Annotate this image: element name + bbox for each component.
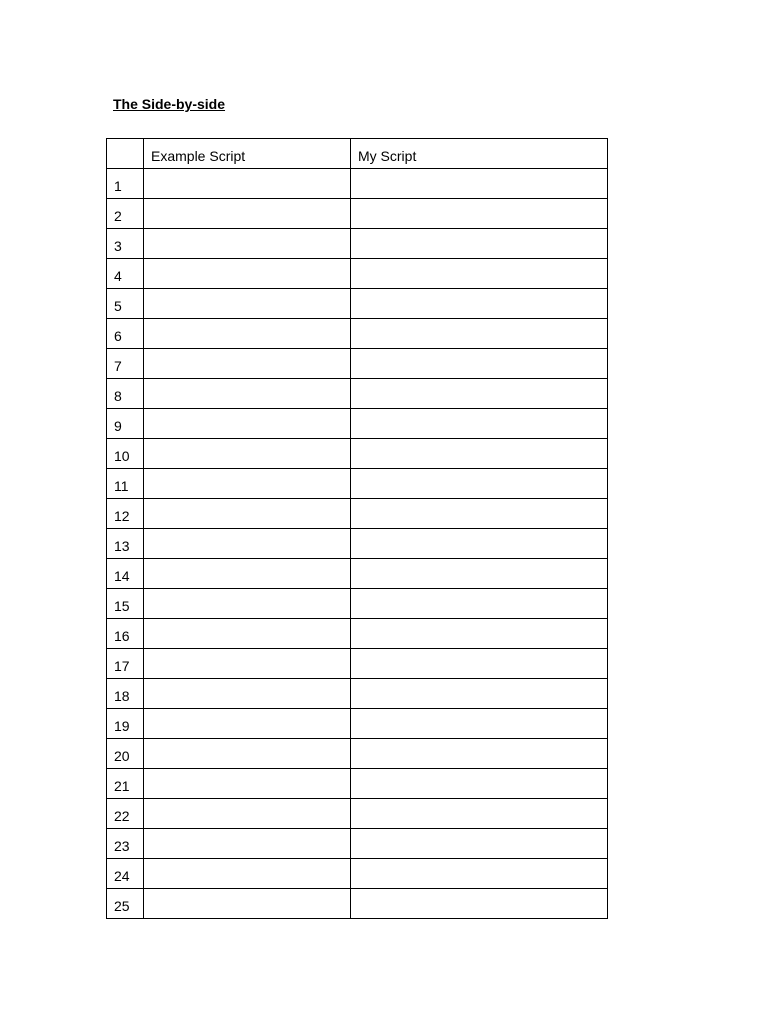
- row-number-cell: 7: [107, 349, 144, 379]
- row-number-cell: 12: [107, 499, 144, 529]
- row-number-cell: 20: [107, 739, 144, 769]
- my-script-cell[interactable]: [351, 889, 608, 919]
- example-script-cell[interactable]: [144, 319, 351, 349]
- table-row: [107, 319, 608, 349]
- table-row: [107, 739, 608, 769]
- example-script-cell[interactable]: [144, 379, 351, 409]
- table-row: [107, 289, 608, 319]
- table-row: [107, 589, 608, 619]
- example-script-cell[interactable]: [144, 529, 351, 559]
- example-script-cell[interactable]: [144, 169, 351, 199]
- header-cell-example-script: Example Script: [144, 139, 351, 169]
- my-script-cell[interactable]: [351, 439, 608, 469]
- example-script-cell[interactable]: [144, 679, 351, 709]
- table-row: [107, 199, 608, 229]
- example-script-cell[interactable]: [144, 349, 351, 379]
- my-script-cell[interactable]: [351, 529, 608, 559]
- example-script-cell[interactable]: [144, 499, 351, 529]
- my-script-cell[interactable]: [351, 589, 608, 619]
- table-row: [107, 679, 608, 709]
- table-row: [107, 799, 608, 829]
- table-row: [107, 769, 608, 799]
- table-row: [107, 439, 608, 469]
- table-row: [107, 529, 608, 559]
- my-script-cell[interactable]: [351, 469, 608, 499]
- example-script-cell[interactable]: [144, 469, 351, 499]
- table-row: [107, 379, 608, 409]
- row-number-cell: 22: [107, 799, 144, 829]
- table-row: [107, 709, 608, 739]
- row-number-cell: 6: [107, 319, 144, 349]
- row-number-cell: 25: [107, 889, 144, 919]
- row-number-cell: 10: [107, 439, 144, 469]
- document-title: The Side-by-side: [113, 96, 226, 112]
- my-script-cell[interactable]: [351, 229, 608, 259]
- my-script-cell[interactable]: [351, 649, 608, 679]
- example-script-cell[interactable]: [144, 829, 351, 859]
- row-number-cell: 17: [107, 649, 144, 679]
- table-header-row: [107, 139, 608, 169]
- my-script-cell[interactable]: [351, 199, 608, 229]
- table-row: [107, 649, 608, 679]
- example-script-cell[interactable]: [144, 289, 351, 319]
- table-row: [107, 829, 608, 859]
- my-script-cell[interactable]: [351, 799, 608, 829]
- my-script-cell[interactable]: [351, 709, 608, 739]
- row-number-cell: 19: [107, 709, 144, 739]
- row-number-cell: 2: [107, 199, 144, 229]
- my-script-cell[interactable]: [351, 409, 608, 439]
- row-number-cell: 4: [107, 259, 144, 289]
- my-script-cell[interactable]: [351, 679, 608, 709]
- my-script-cell[interactable]: [351, 289, 608, 319]
- example-script-cell[interactable]: [144, 739, 351, 769]
- table-row: [107, 169, 608, 199]
- my-script-cell[interactable]: [351, 169, 608, 199]
- my-script-cell[interactable]: [351, 379, 608, 409]
- my-script-cell[interactable]: [351, 739, 608, 769]
- example-script-cell[interactable]: [144, 439, 351, 469]
- header-cell-my-script: My Script: [351, 139, 608, 169]
- table-row: [107, 499, 608, 529]
- example-script-cell[interactable]: [144, 859, 351, 889]
- example-script-cell[interactable]: [144, 709, 351, 739]
- my-script-cell[interactable]: [351, 559, 608, 589]
- my-script-cell[interactable]: [351, 619, 608, 649]
- my-script-cell[interactable]: [351, 769, 608, 799]
- table-row: [107, 619, 608, 649]
- row-number-cell: 18: [107, 679, 144, 709]
- row-number-cell: 8: [107, 379, 144, 409]
- my-script-cell[interactable]: [351, 499, 608, 529]
- row-number-cell: 11: [107, 469, 144, 499]
- row-number-cell: 16: [107, 619, 144, 649]
- row-number-cell: 13: [107, 529, 144, 559]
- table-row: [107, 469, 608, 499]
- row-number-cell: 9: [107, 409, 144, 439]
- example-script-cell[interactable]: [144, 589, 351, 619]
- row-number-cell: 23: [107, 829, 144, 859]
- example-script-cell[interactable]: [144, 229, 351, 259]
- table-row: [107, 349, 608, 379]
- table-row: [107, 889, 608, 919]
- row-number-cell: 15: [107, 589, 144, 619]
- example-script-cell[interactable]: [144, 409, 351, 439]
- row-number-cell: 1: [107, 169, 144, 199]
- row-number-cell: 5: [107, 289, 144, 319]
- example-script-cell[interactable]: [144, 199, 351, 229]
- example-script-cell[interactable]: [144, 559, 351, 589]
- row-number-cell: 3: [107, 229, 144, 259]
- example-script-cell[interactable]: [144, 799, 351, 829]
- side-by-side-table: [106, 138, 608, 919]
- example-script-cell[interactable]: [144, 619, 351, 649]
- my-script-cell[interactable]: [351, 829, 608, 859]
- table-row: [107, 559, 608, 589]
- header-cell-number: [107, 139, 144, 169]
- table-row: [107, 859, 608, 889]
- table-row: [107, 229, 608, 259]
- row-number-cell: 24: [107, 859, 144, 889]
- row-number-cell: 21: [107, 769, 144, 799]
- row-number-cell: 14: [107, 559, 144, 589]
- example-script-cell[interactable]: [144, 889, 351, 919]
- my-script-cell[interactable]: [351, 259, 608, 289]
- table-row: [107, 409, 608, 439]
- my-script-cell[interactable]: [351, 349, 608, 379]
- example-script-cell[interactable]: [144, 769, 351, 799]
- table-row: [107, 259, 608, 289]
- example-script-cell[interactable]: [144, 259, 351, 289]
- my-script-cell[interactable]: [351, 319, 608, 349]
- my-script-cell[interactable]: [351, 859, 608, 889]
- example-script-cell[interactable]: [144, 649, 351, 679]
